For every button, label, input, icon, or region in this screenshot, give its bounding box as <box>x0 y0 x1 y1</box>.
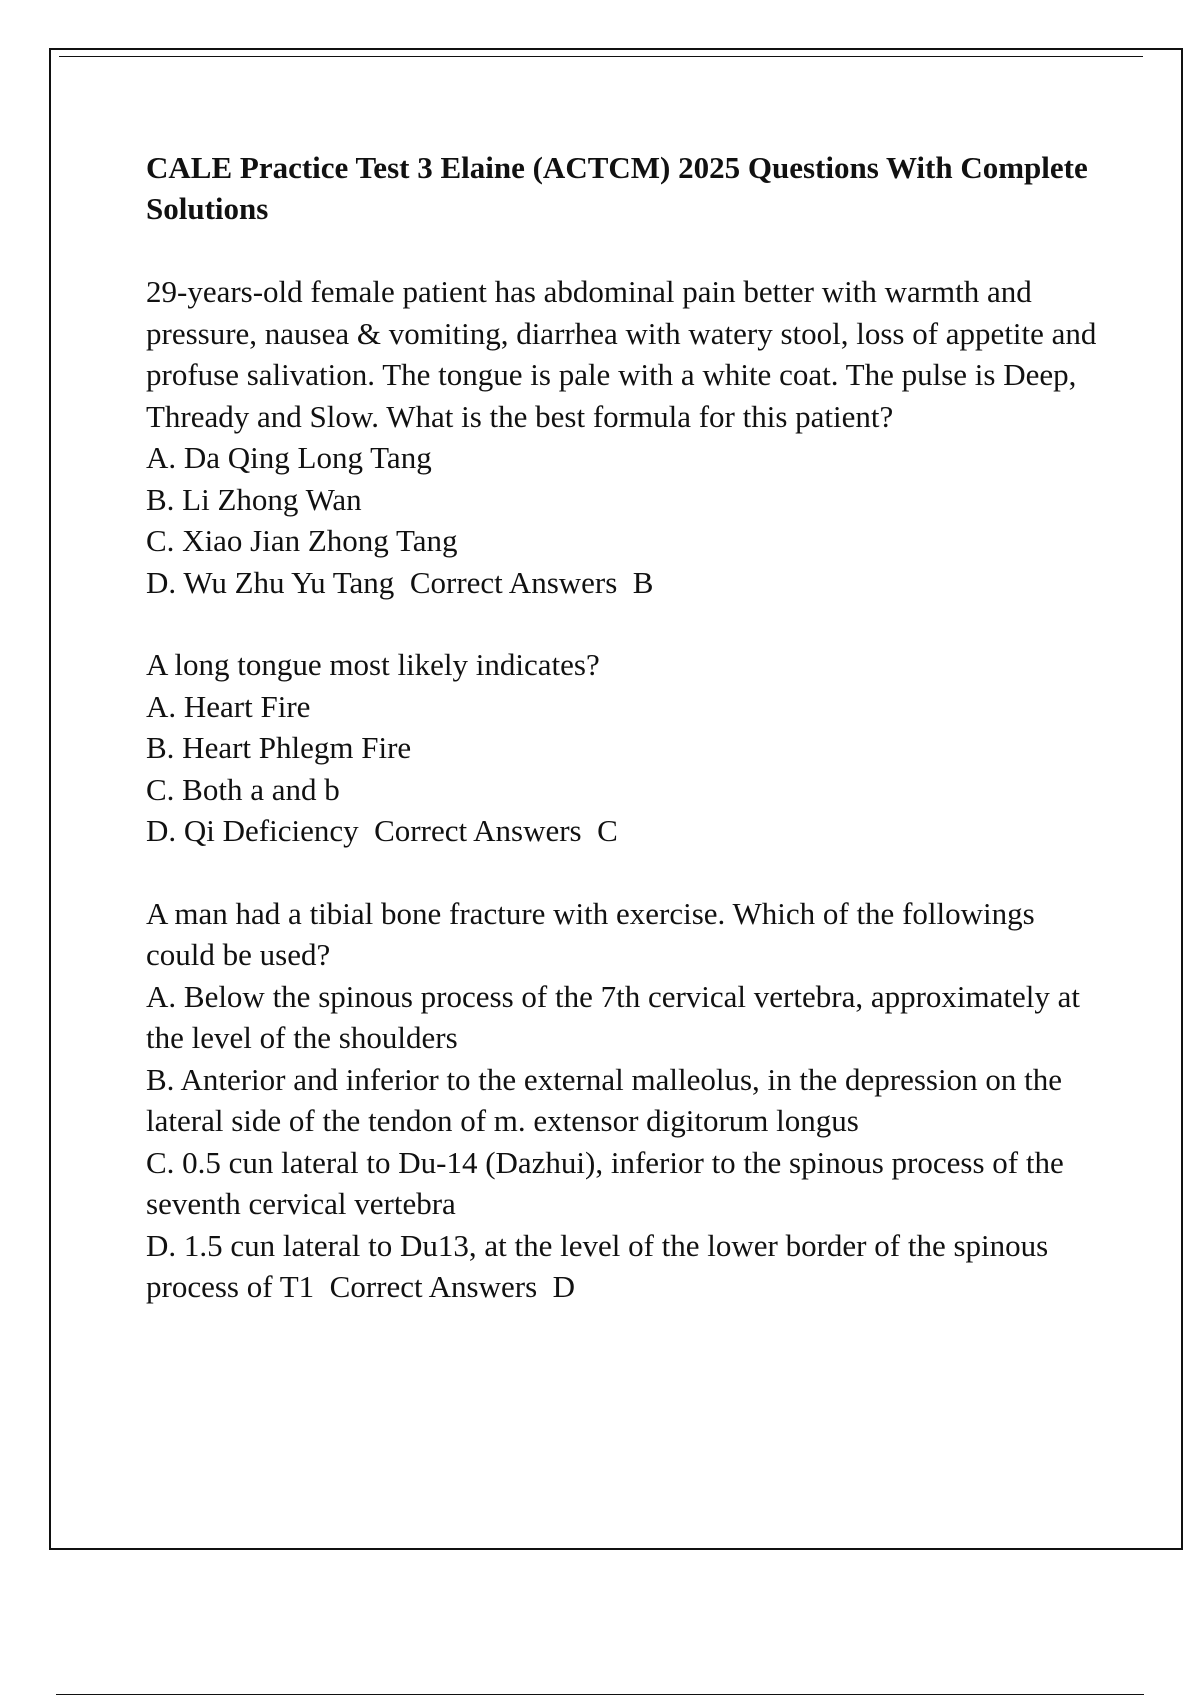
option-d: D. Wu Zhu Yu Tang <box>146 564 395 600</box>
option-a: A. Below the spinous process of the 7th cervical vertebra, approximately at the level of the shoulders <box>146 978 1081 1055</box>
question-1 <box>146 271 1106 603</box>
document-title: CALE Practice Test 3 Elaine (ACTCM) 2025 Questions With Complete Solutions <box>146 150 1088 226</box>
correct-answer: D <box>552 1269 576 1304</box>
option-d: D. 1.5 cun lateral to Du13, at the level of the lower border of the spinous process of T1 <box>146 1227 1049 1304</box>
correct-answer: C <box>597 813 618 848</box>
option-d: D. Qi Deficiency <box>146 813 359 848</box>
option-b: B. Heart Phlegm Fire <box>146 730 412 765</box>
answer-prefix: Correct Answers <box>329 1269 538 1304</box>
bottom-rule <box>56 1694 1144 1695</box>
option-c: C. 0.5 cun lateral to Du-14 (Dazhui), inferior to the spinous process of the seventh cervical vertebra <box>146 1144 1064 1221</box>
option-a: A. Heart Fire <box>146 688 311 724</box>
question-3 <box>146 893 1106 1308</box>
answer-prefix: Correct Answers <box>409 564 618 600</box>
option-b: B. Anterior and inferior to the external malleolus, in the depression on the lateral side of the tendon of m. extensor digitorum longus <box>146 1061 1062 1138</box>
question-stem: 29-years-old female patient has abdominal pain better with warmth and pressure, nausea & vomiting, diarrhea with watery stool, loss of appetite and profuse salivation. The tongue is pale with a white coat. The pulse is Deep, Thready and Slow. What is the best formula for this patient? <box>146 274 1097 434</box>
option-b: B. Li Zhong Wan <box>146 481 362 517</box>
question-stem: A long tongue most likely indicates? <box>146 647 600 682</box>
answer-prefix: Correct Answers <box>374 813 582 848</box>
option-c: C. Xiao Jian Zhong Tang <box>146 523 458 558</box>
top-rule <box>59 56 1143 57</box>
question-2 <box>146 644 1106 852</box>
question-stem: A man had a tibial bone fracture with exercise. Which of the followings could be used? <box>146 895 1035 972</box>
document-body <box>146 147 1106 1349</box>
option-d-line <box>146 562 1106 604</box>
option-d-line <box>146 810 1106 852</box>
option-d-line <box>146 1225 1106 1308</box>
option-c: C. Both a and b <box>146 771 340 807</box>
correct-answer: B <box>632 564 654 600</box>
option-a: A. Da Qing Long Tang <box>146 440 432 475</box>
